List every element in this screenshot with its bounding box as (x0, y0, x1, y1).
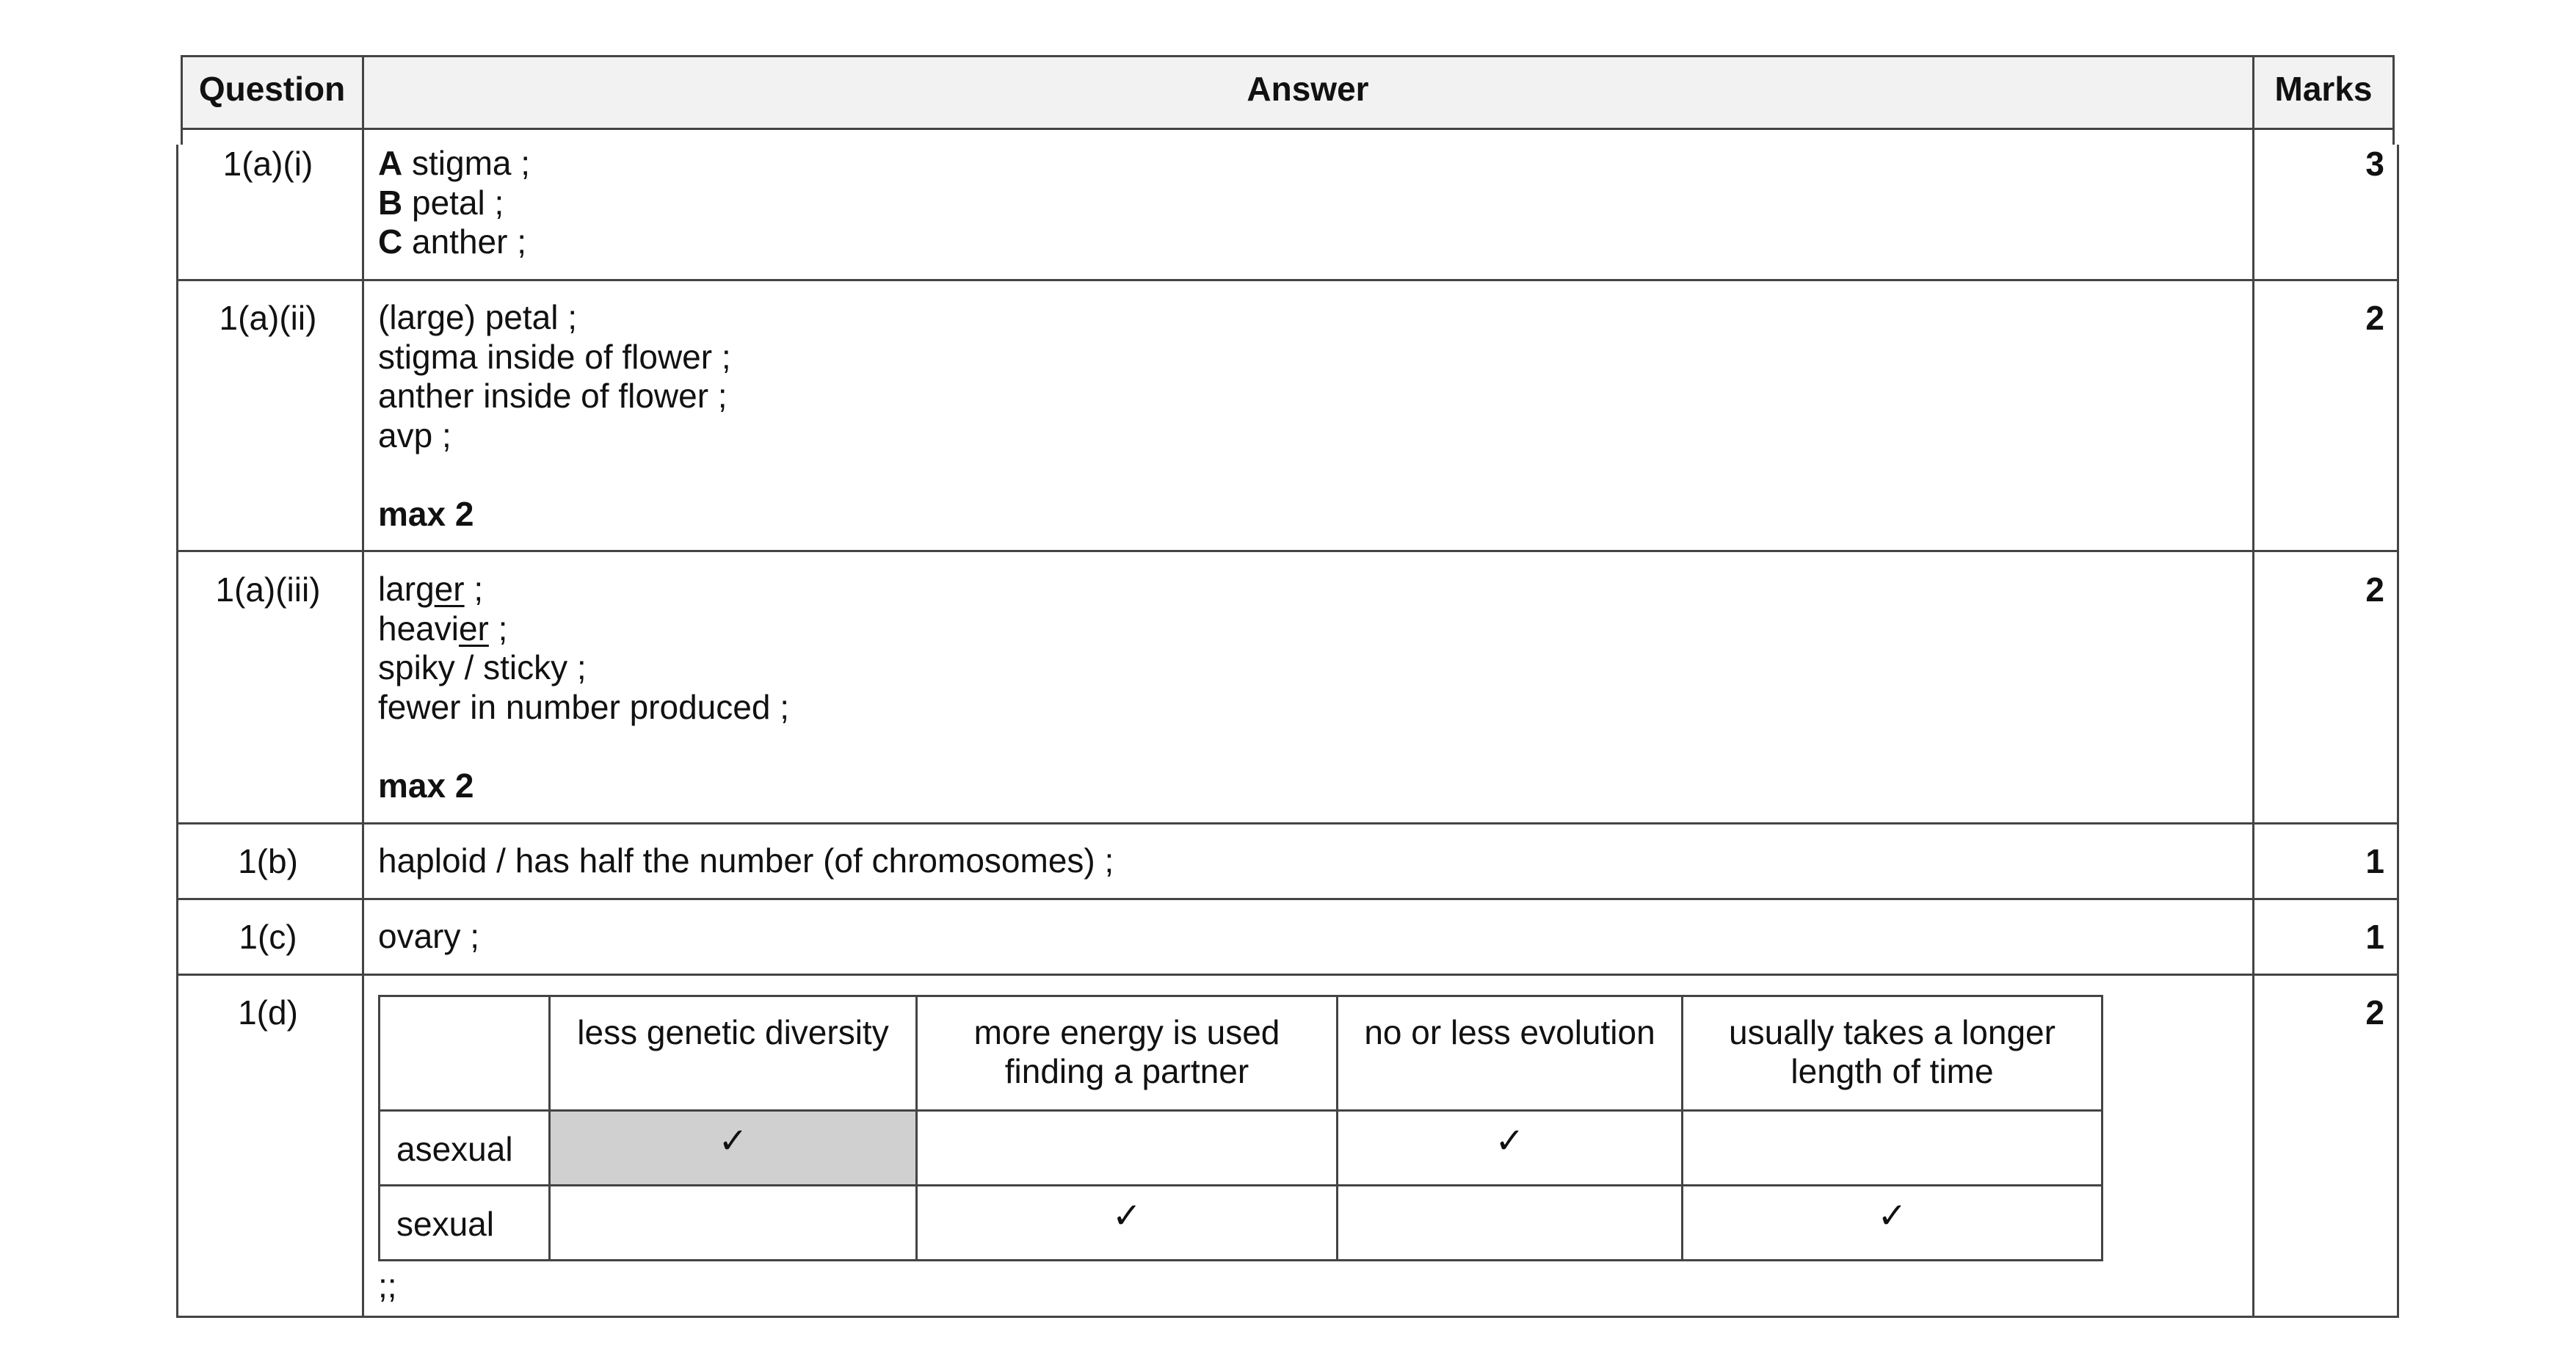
header-bottom-border (181, 128, 2395, 130)
header-answer: Answer (1247, 70, 1369, 108)
answer-line (378, 609, 789, 649)
body-right-border (2397, 145, 2399, 1318)
answer-line: stigma inside of flower ; (378, 337, 731, 376)
answer-line: anther inside of flower ; (378, 377, 728, 415)
question-1aii: 1(a)(ii) (219, 299, 317, 337)
answer-text: stigma ; (402, 144, 531, 182)
question-1ai: 1(a)(i) (222, 145, 313, 183)
tick-mark: ✓ (1877, 1197, 1907, 1236)
col-header-evolution: no or less evolution (1364, 1013, 1655, 1051)
col-sep-question (362, 55, 364, 1318)
answer-line (378, 144, 530, 184)
max-note: max 2 (378, 494, 474, 533)
answer-line (378, 184, 530, 223)
row-label-asexual: asexual (396, 1130, 513, 1168)
row-sep-4 (176, 898, 2399, 900)
answer-1b: haploid / has half the number (of chromosomes) ; (378, 841, 1114, 880)
row-label-sexual: sexual (396, 1205, 494, 1243)
answer-text: ; (488, 609, 508, 648)
tick-mark: ✓ (1495, 1122, 1525, 1161)
question-1c: 1(c) (239, 918, 297, 956)
marks-1c: 1 (2365, 918, 2384, 956)
header-left-border (181, 55, 183, 145)
header-question: Question (198, 70, 346, 108)
label-b: B (378, 183, 403, 222)
answer-text: anther ; (402, 222, 527, 261)
inner-col-5 (2101, 995, 2103, 1261)
marks-1d: 2 (2365, 993, 2384, 1032)
inner-col-0 (378, 995, 380, 1261)
answer-line: spiky / sticky ; (378, 648, 587, 686)
question-1b: 1(b) (238, 842, 298, 880)
underlined-text: er (434, 570, 465, 608)
label-c: C (378, 222, 403, 261)
marks-1b: 1 (2365, 842, 2384, 880)
answer-1ai (378, 144, 530, 262)
answer-line (378, 570, 789, 609)
answer-line (378, 727, 789, 767)
label-a: A (378, 144, 403, 182)
answer-text: petal ; (402, 183, 504, 222)
marks-1aii: 2 (2365, 299, 2384, 337)
col-header-genetic-diversity: less genetic diversity (577, 1013, 889, 1051)
answer-text: larg (378, 570, 435, 608)
row-sep-3 (176, 822, 2399, 825)
header-marks: Marks (2274, 70, 2373, 108)
inner-top-border (378, 995, 2103, 997)
answer-1d-footer: ;; (378, 1266, 397, 1305)
inner-row-sep-1 (378, 1109, 2103, 1112)
answer-text: ; (464, 570, 484, 608)
question-1aiii: 1(a)(iii) (215, 570, 321, 609)
answer-1aii (378, 298, 731, 534)
answer-1aiii (378, 570, 789, 805)
answer-1c: ovary ; (378, 917, 480, 955)
col-header-longer-time: usually takes a longer length of time (1729, 1013, 2056, 1090)
answer-line (378, 222, 530, 262)
max-note: max 2 (378, 766, 474, 805)
underlined-text: er (458, 609, 489, 648)
row-sep-2 (176, 550, 2399, 552)
row-sep-1 (176, 279, 2399, 281)
col-sep-marks (2252, 55, 2254, 1318)
marks-1aiii: 2 (2365, 570, 2384, 609)
answer-line: fewer in number produced ; (378, 687, 789, 726)
question-1d: 1(d) (238, 993, 298, 1032)
answer-line: (large) petal ; (378, 298, 578, 336)
answer-line: avp ; (378, 416, 451, 454)
answer-line (378, 455, 731, 495)
row-sep-5 (176, 974, 2399, 976)
tick-mark: ✓ (718, 1122, 748, 1161)
row-sep-bottom (176, 1316, 2399, 1318)
answer-text: heavi (378, 609, 459, 648)
inner-bottom-border (378, 1259, 2103, 1261)
col-header-energy-partner: more energy is used finding a partner (973, 1013, 1280, 1090)
header-top-border (181, 55, 2395, 57)
header-right-border (2392, 55, 2395, 145)
marks-1ai: 3 (2365, 145, 2384, 183)
inner-row-sep-2 (378, 1184, 2103, 1186)
tick-mark: ✓ (1111, 1197, 1142, 1236)
